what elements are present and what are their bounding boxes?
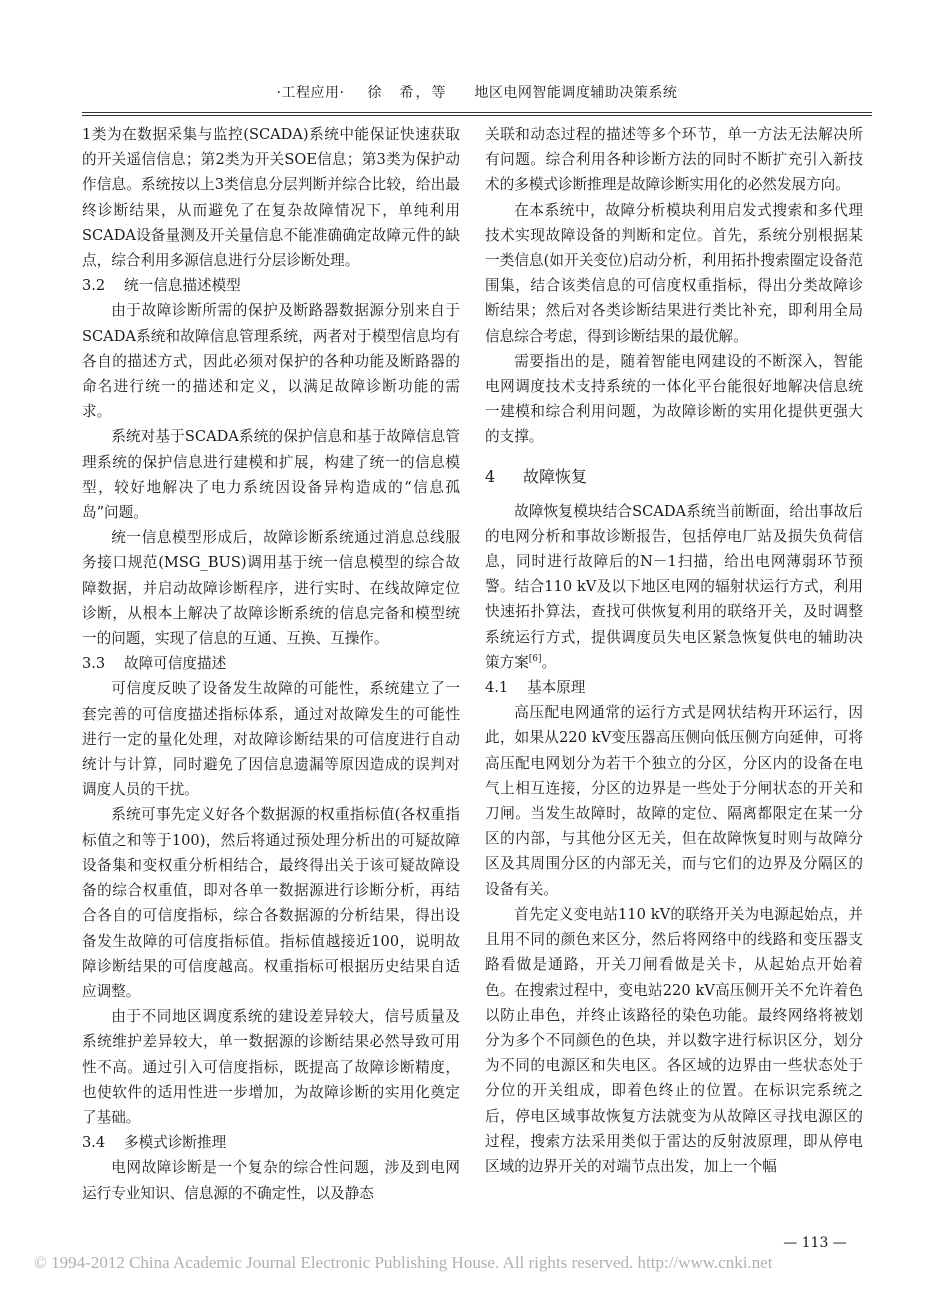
paragraph: 在本系统中，故障分析模块利用启发式搜索和多代理技术实现故障设备的判断和定位。首先，系统分别根据某一类信息(如开关变位)启动分析，利用拓扑搜索圈定设备范围集，结合该类信息的可信度权重指标，得出分类故障诊断结果；然后对各类诊断结果进行类比补充，即利用全局信息综合考虑，得到诊断结果的最优解。 [485,201,863,345]
paragraph: 关联和动态过程的描述等多个环节，单一方法无法解决所有问题。综合利用各种诊断方法的同时不断扩充引入新技术的多模式诊断推理是故障诊断实用化的必然发展方向。 [485,126,863,194]
section-number: 3.4 [82,1134,106,1152]
section-heading-3-2 [82,273,460,298]
paragraph: 系统对基于SCADA系统的保护信息和基于故障信息管理系统的保护信息进行建模和扩展，构建了统一的信息模型，较好地解决了电力系统因设备异构造成的“信息孤岛”问题。 [82,428,460,522]
page-number: — 113 — [783,1235,847,1251]
paragraph: 需要指出的是，随着智能电网建设的不断深入，智能电网调度技术支持系统的一体化平台能很好地解决信息统一建模和综合利用问题，为故障诊断的实用化提供更强大的支撑。 [485,352,863,446]
paragraph-end: 。 [541,653,557,671]
section-heading-4-1 [485,675,863,700]
paragraph: 电网故障诊断是一个复杂的综合性问题，涉及到电网运行专业知识、信息源的不确定性，以及静态 [82,1159,460,1202]
paragraph: 首先定义变电站110 kV的联络开关为电源起始点，并且用不同的颜色来区分，然后将网络中的线路和变压器支路看做是通路，开关刀闸看做是关卡，从起始点开始着色。在搜索过程中，变电站220 kV高压侧开关不允许着色以防止串色，并终止该路径的染色功能。最终网络将被划分为多个不同颜色的色块，并以数字进行标识区分，划分为不同的电源区和失电区。各区域的边界由一些状态处于分位的开关组成，即着色终止的位置。在标识完系统之后，停电区域事故恢复方法就变为从故障区寻找电源区的过程，搜索方法采用类似于雷达的反射波原理，即从停电区域的边界开关的对端节点出发，加上一个幅 [485,905,863,1175]
header-section-label: ·工程应用· [276,85,345,101]
header-authors: 徐 希，等 [367,85,448,101]
paragraph: 1类为在数据采集与监控(SCADA)系统中能保证快速获取的开关遥信信息；第2类为开关SOE信息；第3类为保护动作信息。系统按以上3类信息分层判断并综合比较，给出最终诊断结果，从而避免了在复杂故障情况下，单纯利用SCADA设备量测及开关量信息不能准确确定故障元件的缺点，综合利用多源信息进行分层诊断处理。 [82,126,460,270]
section-number: 4.1 [485,679,509,697]
running-header [82,82,872,108]
header-paper-title: 地区电网智能调度辅助决策系统 [474,85,678,101]
left-column [82,122,460,1206]
section-title: 统一信息描述模型 [124,277,241,295]
section-heading-3-3 [82,651,460,676]
paragraph: 由于故障诊断所需的保护及断路器数据源分别来自于SCADA系统和故障信息管理系统，两者对于模型信息均有各自的描述方式，因此必须对保护的各种功能及断路器的命名进行统一的描述和定义，以满足故障诊断功能的需求。 [82,302,460,421]
paragraph: 高压配电网通常的运行方式是网状结构开环运行，因此，如果从220 kV变压器高压侧向低压侧方向延伸，可将高压配电网划分为若干个独立的分区，分区内的设备在电气上相互连接，分区的边界是一些处于分闸状态的开关和刀闸。当发生故障时，故障的定位、隔离都限定在某一分区的内部，与其他分区无关，但在故障恢复时则与故障分区及其周围分区的内部无关，而与它们的边界及分隔区的设备有关。 [485,704,863,898]
section-title: 多模式诊断推理 [124,1134,227,1152]
citation-ref: [6] [528,654,542,664]
section-title: 故障恢复 [523,466,588,486]
paragraph: 系统可事先定义好各个数据源的权重指标值(各权重指标值之和等于100)，然后将通过预处理分析出的可疑故障设备集和变权重分析相结合，最终得出关于该可疑故障设备的综合权重值，即对各单一数据源进行诊断分析，再结合各自的可信度指标，综合各数据源的分析结果，得出设备发生故障的可信度指标值。指标值越接近100，说明故障诊断结果的可信度越高。权重指标可根据历史结果自适应调整。 [82,806,460,1000]
section-number: 3.3 [82,655,106,673]
section-title: 基本原理 [527,679,586,697]
paragraph: 由于不同地区调度系统的建设差异较大，信号质量及系统维护差异较大，单一数据源的诊断结果必然导致可用性不高。通过引入可信度指标，既提高了故障诊断精度，也使软件的适用性进一步增加，为故障诊断的实用化奠定了基础。 [82,1008,460,1126]
header-rule-top [82,112,872,113]
paragraph: 可信度反映了设备发生故障的可能性，系统建立了一套完善的可信度描述指标体系，通过对故障发生的可能性进行一定的量化处理，对故障诊断结果的可信度进行自动统计与计算，同时避免了因信息遗漏等原因造成的误判对调度人员的干扰。 [82,680,460,799]
paragraph-text: 故障恢复模块结合SCADA系统当前断面，给出事故后的电网分析和事故诊断报告，包括停电厂站及损失负荷信息，同时进行故障后的N－1扫描，给出电网薄弱环节预警。结合110 kV及以下地区电网的辐射状运行方式，利用快速拓扑算法，查找可供恢复利用的联络开关，及时调整系统运行方式，提供调度员失电区紧急恢复供电的辅助决策方案 [485,502,863,671]
copyright-watermark: © 1994-2012 China Academic Journal Electronic Publishing House. All rights reserved. http://www.cnki.net [34,1253,773,1272]
paragraph: 统一信息模型形成后，故障诊断系统通过消息总线服务接口规范(MSG_BUS)调用基于统一信息模型的综合故障数据，并启动故障诊断程序，进行实时、在线故障定位诊断，从根本上解决了故障诊断系统的信息完备和模型统一的问题，实现了信息的互通、互换、互操作。 [82,529,460,648]
section-heading-3-4 [82,1130,460,1155]
section-number: 3.2 [82,277,106,295]
section-title: 故障可信度描述 [124,655,227,673]
section-number: 4 [485,466,496,486]
paragraph [485,499,863,675]
right-column [485,122,863,1179]
header-rule-bottom [82,115,872,116]
section-heading-4 [485,464,863,489]
